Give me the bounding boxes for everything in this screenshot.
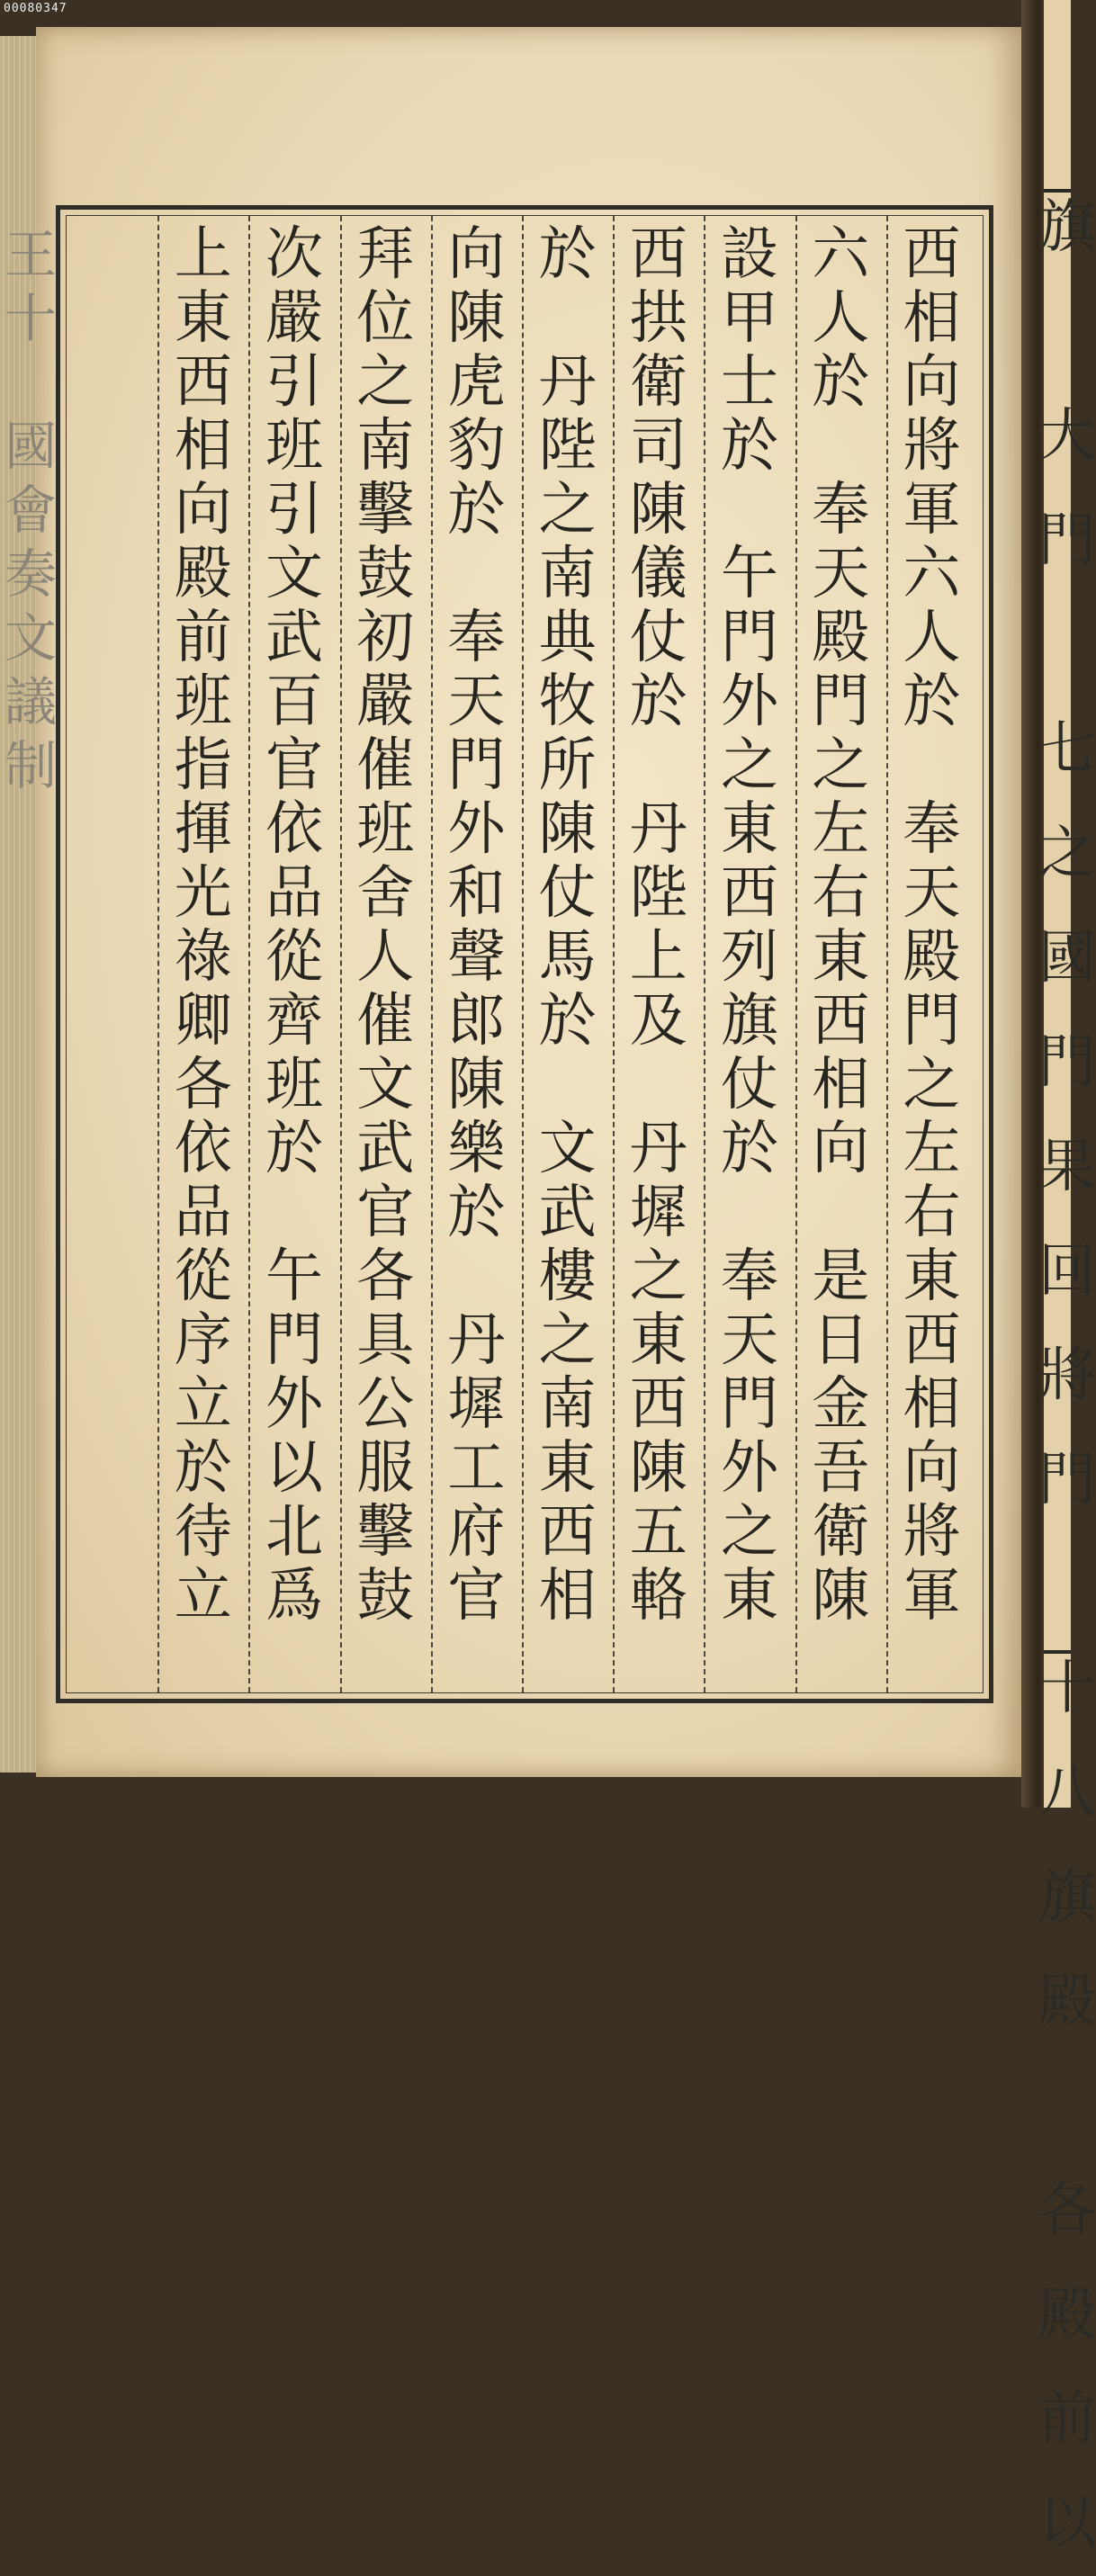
glyph: 午 [721,541,778,607]
glyph: 日 [812,1307,870,1374]
next-page-column [1038,175,1096,2557]
text-frame [4,205,993,1703]
glyph: 旗 [721,988,778,1055]
glyph: 陳 [447,1052,506,1118]
glyph: 爲 [265,1563,323,1629]
glyph: 百 [265,669,323,735]
glyph: 揮 [174,796,232,863]
glyph: 南 [538,1371,597,1438]
glyph: 之 [356,349,415,416]
glyph: 東 [812,924,870,991]
glyph: 班 [265,413,323,480]
glyph: 司 [629,413,687,480]
glyph: 衛 [629,349,687,416]
glyph: 門 [812,669,870,735]
glyph: 依 [174,1116,232,1182]
glyph: 仗 [629,605,687,671]
glyph: 之 [721,1499,778,1566]
glyph: 丹 [629,796,687,863]
next-page-glyph [1038,2054,1096,2159]
glyph: 西 [538,1499,597,1566]
glyph: 聲 [447,924,506,991]
glyph: 工 [447,1435,506,1502]
glyph: 從 [265,924,323,991]
margin-glyph: 會 [4,480,57,541]
glyph: 前 [174,605,232,671]
text-column-2 [800,221,881,1683]
glyph: 次 [265,221,323,288]
glyph: 向 [903,1435,961,1502]
glyph: 丹 [629,1116,687,1182]
glyph: 上 [629,924,687,991]
margin-glyph: 國 [4,416,57,477]
glyph: 六 [812,221,870,288]
glyph: 於 [721,1116,778,1182]
glyph: 以 [265,1435,323,1502]
glyph: 門 [903,988,961,1055]
glyph: 於 [538,988,597,1055]
glyph: 舍 [356,860,415,927]
glyph: 公 [356,1371,415,1438]
glyph: 府 [447,1499,506,1566]
glyph: 奉 [812,477,870,543]
glyph: 仗 [538,860,597,927]
glyph: 將 [903,413,961,480]
text-column-1 [891,221,972,1683]
glyph: 東 [903,1243,961,1310]
column-separator [248,216,250,1692]
glyph: 服 [356,1435,415,1502]
next-page-glyph [1038,593,1096,697]
glyph: 依 [265,796,323,863]
margin-glyph: 奏 [4,543,57,605]
glyph: 卿 [174,988,232,1055]
glyph: 文 [538,1116,597,1182]
next-page-glyph: 前 [1038,2386,1096,2453]
glyph: 殿 [812,605,870,671]
glyph: 天 [812,541,870,607]
glyph: 人 [356,924,415,991]
glyph: 於 [903,669,961,735]
glyph: 五 [629,1499,687,1566]
glyph: 人 [903,605,961,671]
glyph: 向 [812,1116,870,1182]
archive-stamp: 00080347 [4,2,67,15]
glyph: 引 [265,349,323,416]
glyph: 左 [903,1116,961,1182]
column-separator [613,216,615,1692]
glyph: 陳 [812,1563,870,1629]
glyph: 嚴 [265,285,323,352]
glyph: 西 [903,1307,961,1374]
glyph: 從 [174,1243,232,1310]
glyph: 天 [903,860,961,927]
glyph: 及 [629,988,687,1055]
glyph: 南 [356,413,415,480]
glyph: 上 [174,221,232,288]
glyph: 引 [265,477,323,543]
next-page-glyph: 之 [1038,821,1096,887]
glyph: 墀 [629,1180,687,1246]
glyph: 初 [356,605,415,671]
glyph: 衛 [812,1499,870,1566]
glyph: 典 [538,605,597,671]
glyph: 催 [356,732,415,799]
glyph: 門 [721,605,778,671]
glyph: 之 [538,1307,597,1374]
glyph: 馬 [538,924,597,991]
glyph: 西 [629,221,687,288]
glyph: 拱 [629,285,687,352]
glyph: 相 [812,1052,870,1118]
glyph: 南 [538,541,597,607]
next-page-glyph: 各 [1038,2177,1096,2244]
glyph: 丹 [447,1307,506,1374]
glyph: 位 [356,285,415,352]
glyph: 奉 [903,796,961,863]
margin-glyph: 議 [4,671,57,732]
glyph: 西 [629,1371,687,1438]
glyph: 於 [174,1435,232,1502]
glyph: 仗 [721,1052,778,1118]
glyph: 向 [174,477,232,543]
glyph: 右 [812,860,870,927]
glyph: 東 [721,796,778,863]
glyph: 催 [356,988,415,1055]
glyph: 向 [447,221,506,288]
glyph: 外 [265,1371,323,1438]
next-page-glyph: 殿 [1038,1969,1096,2035]
next-page-glyph: 門 [1038,1447,1096,1513]
glyph: 外 [721,669,778,735]
next-page-glyph: 以 [1038,2491,1096,2557]
glyph: 東 [629,1307,687,1374]
glyph: 序 [174,1307,232,1374]
glyph: 金 [812,1371,870,1438]
glyph: 墀 [447,1371,506,1438]
glyph: 品 [265,860,323,927]
text-column-3 [709,221,790,1683]
glyph: 待 [174,1499,232,1566]
glyph: 吾 [812,1435,870,1502]
glyph: 官 [265,732,323,799]
glyph: 儀 [629,541,687,607]
glyph: 右 [903,1180,961,1246]
glyph: 所 [538,732,597,799]
glyph: 武 [356,1116,415,1182]
next-page-glyph: 大 [1038,403,1096,470]
text-column-7 [345,221,426,1683]
glyph: 門 [721,1371,778,1438]
glyph: 外 [447,796,506,863]
glyph: 相 [538,1563,597,1629]
next-page-glyph: 將 [1038,1342,1096,1409]
glyph: 於 [265,1116,323,1182]
glyph: 官 [447,1563,506,1629]
next-page-glyph: 旗 [1038,1864,1096,1931]
glyph: 人 [812,285,870,352]
glyph: 陳 [629,1435,687,1502]
glyph: 武 [538,1180,597,1246]
glyph: 陳 [629,477,687,543]
glyph: 班 [174,669,232,735]
margin-glyph: 制 [4,735,57,796]
glyph: 輅 [629,1563,687,1629]
glyph: 擊 [356,1499,415,1566]
glyph: 丹 [538,349,597,416]
next-page-glyph: 旗 [1038,194,1096,261]
glyph: 相 [903,285,961,352]
glyph: 午 [265,1243,323,1310]
glyph: 文 [265,541,323,607]
column-separator [704,216,705,1692]
next-page-glyph: 國 [1038,925,1096,992]
margin-glyph: 文 [4,607,57,669]
column-separator [522,216,524,1692]
glyph: 西 [812,988,870,1055]
next-page-glyph: 十 [1038,1656,1096,1722]
next-page-glyph: 門 [1038,507,1096,574]
glyph: 擊 [356,477,415,543]
glyph: 西 [721,860,778,927]
glyph: 將 [903,1499,961,1566]
glyph: 門 [447,732,506,799]
glyph: 天 [447,669,506,735]
glyph: 樂 [447,1116,506,1182]
glyph: 門 [265,1307,323,1374]
glyph: 之 [721,732,778,799]
glyph: 於 [629,669,687,735]
glyph: 各 [174,1052,232,1118]
glyph: 立 [174,1371,232,1438]
glyph: 指 [174,732,232,799]
margin-label [0,226,62,1683]
margin-glyph: 十 [4,288,57,349]
glyph: 班 [265,1052,323,1118]
glyph: 牧 [538,669,597,735]
glyph: 向 [903,349,961,416]
glyph: 光 [174,860,232,927]
text-column-6 [436,221,517,1683]
next-page-glyph: 殿 [1038,2282,1096,2348]
glyph: 相 [903,1371,961,1438]
glyph: 陛 [538,413,597,480]
glyph: 天 [721,1307,778,1374]
glyph: 嚴 [356,669,415,735]
next-page-glyph [1038,280,1096,384]
glyph: 祿 [174,924,232,991]
glyph: 豹 [447,413,506,480]
glyph: 六 [903,541,961,607]
text-frame-inner [4,215,984,1693]
glyph: 拜 [356,221,415,288]
glyph: 殿 [903,924,961,991]
glyph: 奉 [721,1243,778,1310]
next-page-glyph [1038,1532,1096,1637]
glyph: 陳 [538,796,597,863]
glyph: 設 [721,221,778,288]
glyph: 相 [174,413,232,480]
glyph: 北 [265,1499,323,1566]
column-separator [886,216,888,1692]
glyph: 於 [721,413,778,480]
glyph: 於 [812,349,870,416]
next-page-glyph: 門 [1038,1029,1096,1096]
glyph: 於 [447,1180,506,1246]
next-page-glyph: 八 [1038,1760,1096,1827]
column-separator [431,216,433,1692]
glyph: 列 [721,924,778,991]
glyph: 軍 [903,477,961,543]
glyph: 西 [903,221,961,288]
column-separator [795,216,797,1692]
glyph: 士 [721,349,778,416]
glyph: 武 [265,605,323,671]
text-column-4 [618,221,699,1683]
glyph: 虎 [447,349,506,416]
glyph: 陳 [447,285,506,352]
glyph: 是 [812,1243,870,1310]
next-page-glyph: 七 [1038,716,1096,783]
next-page-glyph: 回 [1038,1238,1096,1305]
glyph: 甲 [721,285,778,352]
glyph: 之 [629,1243,687,1310]
glyph: 班 [356,796,415,863]
glyph: 陛 [629,860,687,927]
glyph: 品 [174,1180,232,1246]
text-column-5 [527,221,608,1683]
glyph: 齊 [265,988,323,1055]
glyph: 東 [721,1563,778,1629]
glyph: 之 [812,732,870,799]
glyph: 奉 [447,605,506,671]
text-column-9 [163,221,244,1683]
glyph: 東 [174,285,232,352]
glyph: 鼓 [356,541,415,607]
glyph: 之 [538,477,597,543]
text-column-8 [254,221,335,1683]
next-page-strip [1038,0,1096,2557]
glyph: 軍 [903,1563,961,1629]
glyph: 具 [356,1307,415,1374]
glyph: 於 [447,477,506,543]
glyph: 左 [812,796,870,863]
glyph: 各 [356,1243,415,1310]
next-page-glyph: 果 [1038,1134,1096,1200]
glyph: 東 [538,1435,597,1502]
glyph: 於 [538,221,597,288]
glyph: 立 [174,1563,232,1629]
column-separator [157,216,159,1692]
margin-glyph: 王 [4,224,57,285]
column-separator [340,216,342,1692]
glyph: 郎 [447,988,506,1055]
glyph: 外 [721,1435,778,1502]
glyph: 鼓 [356,1563,415,1629]
glyph: 之 [903,1052,961,1118]
glyph: 殿 [174,541,232,607]
glyph: 文 [356,1052,415,1118]
glyph: 西 [174,349,232,416]
glyph: 樓 [538,1243,597,1310]
glyph: 和 [447,860,506,927]
glyph: 官 [356,1180,415,1246]
